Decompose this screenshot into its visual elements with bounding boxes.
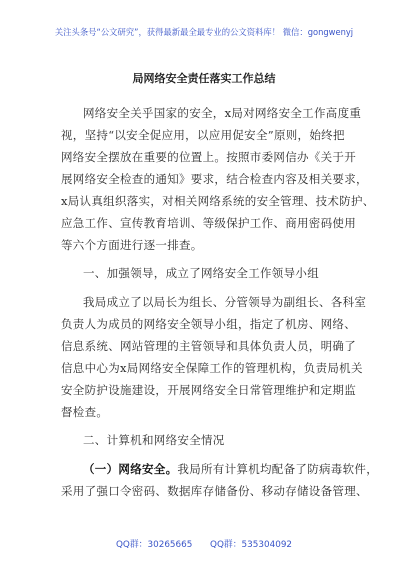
qq-group-1: QQ群：30265665 <box>115 540 193 550</box>
paragraph-line <box>83 461 378 477</box>
paragraph-line: 信息中心为x局网络安全保障工作的管理机构，负责局机关 <box>61 361 363 375</box>
paragraph-line: 采用了强口令密码、数据库存储备份、移动存储设备管理、 <box>61 484 368 498</box>
paragraph-line: 展网络安全检查的通知》要求，结合检查内容及相关要求， <box>61 172 368 186</box>
paragraph-line: 我局成立了以局长为组长、分管领导为副组长、各科室 <box>83 295 367 309</box>
paragraph-line: 安全防护设施建设，开展网络安全日常管理维护和定期监 <box>61 383 356 397</box>
paragraph-line: x局认真组织落实，对相关网络系统的安全管理、技术防护、 <box>61 194 375 208</box>
subsection-lead: （一）网络安全。 <box>83 462 178 476</box>
document-title: 局网络安全责任落实工作总结 <box>132 72 276 85</box>
paragraph-line: 网络安全关乎国家的安全，x局对网络安全工作高度重 <box>83 106 362 120</box>
paragraph-line: 等六个方面进行逐一排查。 <box>61 238 203 252</box>
footer-qq-groups <box>4 537 404 550</box>
header-banner: 关注头条号“公文研究”，获得最新最全最专业的公文资料库！ 微信：gongwenyj <box>54 28 354 38</box>
paragraph-line: 视，坚持“以安全促应用，以应用促安全”原则，始终把 <box>61 128 345 142</box>
paragraph-line: 应急工作、宣传教育培训、等级保护工作、商用密码使用 <box>61 216 356 230</box>
section-heading: 一、加强领导，成立了网络安全工作领导小组 <box>83 266 319 280</box>
paragraph-line: 网络安全摆放在重要的位置上。按照市委网信办《关于开 <box>61 150 356 164</box>
paragraph-line: 督检查。 <box>61 405 109 419</box>
section-heading: 二、计算机和网络安全情况 <box>83 433 225 447</box>
qq-group-2: QQ群：535304092 <box>210 540 293 550</box>
paragraph-line: 负责人为成员的网络安全领导小组，指定了机房、网络、 <box>61 317 356 331</box>
paragraph-line: 信息系统、网站管理的主管领导和具体负责人员，明确了 <box>61 339 356 353</box>
paragraph-text: 我局所有计算机均配备了防病毒软件， <box>177 462 379 476</box>
